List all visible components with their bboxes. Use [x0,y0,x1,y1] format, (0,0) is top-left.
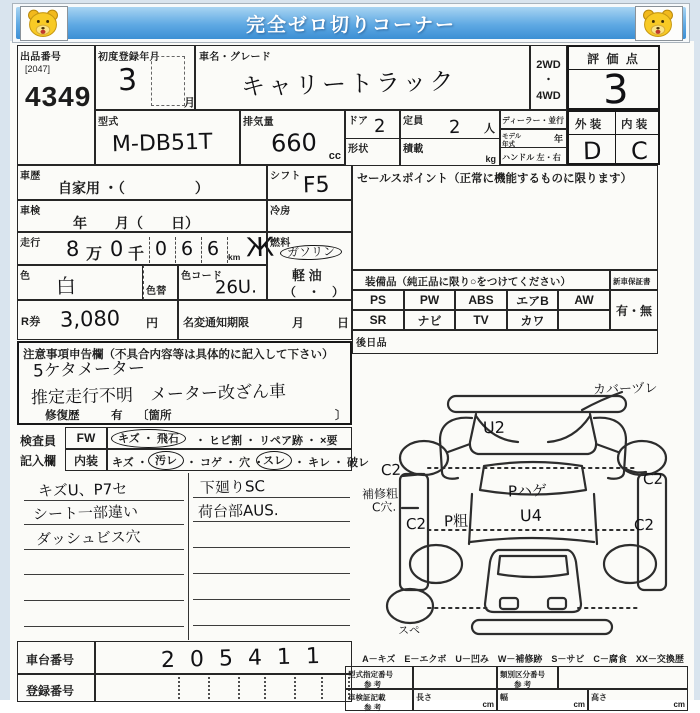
equipment-abs [455,290,507,310]
row2-seg3: ・ キレ ・ 破レ [294,457,370,469]
equipment-ps [352,290,404,310]
lot-code: [2047] [25,64,51,74]
drive-dot: ・ [543,74,554,87]
exterior-label: 外 装 [575,119,602,131]
color-code-label: 色コード [181,271,223,282]
circled-yogore: 汚レ [148,451,184,470]
history-label: 車歴 [20,171,41,182]
diagram-annotation-p-ara: P粗 [443,511,469,531]
interior-value: C [630,136,649,166]
color-change-cell [143,265,178,300]
mileage-label: 走行 [20,238,41,249]
type-cert-value-cell [413,666,497,689]
drive-type-cell [530,45,567,110]
teddy-bear-icon [636,7,680,38]
capacity-unit: 人 [484,123,495,135]
inspector-row1-head [65,427,107,449]
teddy-bear-right [635,6,683,41]
car-name-label: 車名・グレード [199,52,272,63]
cert-label: 車検証記載 [348,693,386,702]
displacement-value: 660 [270,128,318,158]
inspector-row2-items [107,449,370,471]
rename-month: 月 [292,316,305,330]
fuel-paren: （ ・ ） [284,285,345,299]
mileage-unit: km [228,252,241,262]
diagram-annotation-c2-right-top: C2 [642,469,664,489]
repair-location-close: 〕 [335,410,347,422]
shaken-label: 車検 [20,206,41,217]
score-value: 3 [602,66,630,114]
lot-number-cell [17,45,95,165]
notes-divider [188,473,189,640]
car-name-cell [195,45,530,110]
equipment-item: SR [369,313,387,327]
later-items-cell [352,330,658,354]
teddy-bear-left [20,6,68,41]
first-registration-label: 初度登録年月 [98,52,160,63]
load-cell [400,138,500,166]
history-value: 自家用 ・（ ） [58,180,209,196]
mileage-cell [17,232,275,265]
regno-label: 登録番号 [26,684,75,698]
mileage-digit-man: 8 [65,236,80,262]
equipment-pw [404,290,455,310]
drive-4wd: 4WD [536,89,561,102]
fuel-label: 燃料 [270,238,291,249]
height-label: 高さ [591,693,607,702]
equipment-item: ABS [468,293,494,307]
fuel-diesel-label: 軽 油 [292,268,322,283]
teddy-bear-icon [21,7,65,38]
shift-cell [267,165,352,200]
note-right-1: 下廻りSC [199,477,266,497]
damage-code-legend [356,649,690,667]
warranty-label-cell [610,270,658,290]
row1-rest: ・ ヒビ割 ・ リペア跡 ・ ×要 [195,435,338,447]
length-label: 長さ [416,693,432,702]
diagram-annotation-u4: U4 [519,505,543,526]
equipment-navi [404,310,455,330]
notice-line1: 5ケタメーター [32,358,146,382]
first-registration-year: 3 [117,62,138,99]
type-cert-label: 型式指定番号 [348,670,393,679]
repair-history-value: 有 [111,410,123,422]
equipment-header: 装備品（純正品に限り○をつけてください） [365,276,571,288]
mileage-digit-2: 6 [180,237,194,261]
model-year-cell [500,129,567,148]
rticket-label: R券 [21,316,41,328]
note-right-2: 荷台部AUS. [197,500,279,522]
diagram-annotation-c2-left-top: C2 [380,460,402,480]
dealer-label: ディーラー・並行 [502,115,564,125]
height-unit: cm [673,700,685,709]
handle-label: ハンドル 左・右 [502,152,561,162]
banner-gradient [16,7,686,39]
width-label: 幅 [500,693,508,702]
model-year-label-1: モデル [502,132,522,140]
door-label: ドア [348,116,369,127]
model-code-label: 型式 [98,117,119,128]
color-value: 白 [55,273,77,299]
height-cell [588,689,688,711]
color-code-value: 26U. [214,276,258,299]
cert-sub: 参 考 [364,703,382,712]
equipment-item: カワ [520,313,545,328]
equipment-header-cell [352,270,610,290]
shift-value: F5 [302,172,330,199]
month-dashed-box [151,56,185,106]
shape-cell [345,138,400,166]
class-label: 類別区分番号 [500,670,545,679]
equipment-item: ナビ [417,313,442,328]
notice-line2: 推定走行不明 メーター改ざん車 [30,381,287,409]
diagram-annotation-c2-right-bottom: C2 [633,515,655,535]
exterior-value: D [582,136,602,166]
month-suffix: 月 [184,97,195,109]
equipment-item: PS [369,293,386,307]
class-sub: 参 考 [514,680,532,689]
diagram-annotation-c2-left-bottom: C2 [405,514,427,534]
handle-cell [500,147,567,165]
capacity-cell [400,110,500,139]
diagram-annotation-repair-1: 補修粗 [361,486,399,502]
banner [12,3,690,43]
capacity-value: 2 [448,116,461,139]
score-cell [567,45,660,114]
equipment-item: エアB [516,293,549,308]
equipment-kawa [507,310,558,330]
aircon-label: 冷房 [270,206,291,217]
model-year-label-2: 年式 [502,140,515,148]
color-code-cell [178,265,267,300]
fuel-cell [267,232,352,300]
drive-2wd: 2WD [536,59,561,71]
diagram-annotation-cover: カバーヅレ [592,381,658,398]
legend-text: A－キズ E－エクボ U－凹み W－補修跡 S－サビ C－腐食 XX－交換歴 [362,654,684,664]
row2-seg2: ・ コゲ ・ 穴 ・ [186,457,265,469]
width-unit: cm [573,700,585,709]
class-label-cell [497,666,558,689]
displacement-cell [240,110,345,165]
equipment-item: PW [419,293,440,307]
rticket-unit: 円 [146,316,159,330]
diagram-annotation-u2: U2 [482,417,506,438]
rticket-cell [17,300,178,340]
chassis-label-cell [17,641,95,674]
lot-number-label: 出品番号 [20,52,62,63]
load-label: 積載 [403,143,424,155]
shift-label: シフト [270,171,301,182]
interior-row-label: 内装 [73,453,98,468]
diagram-annotation-spare: スペ [397,623,421,638]
aircon-cell [267,200,352,232]
equipment-blank [558,310,610,330]
mileage-digit-3: 6 [206,237,220,261]
circled-kizu-tobiishi: キズ ・ 飛石 [111,429,186,448]
length-cell [413,689,497,711]
displacement-label: 排気量 [243,117,274,128]
chassis-value: 2 0 5 4 1 1 [160,643,325,674]
regno-value-cell [95,674,352,702]
score-label: 評 価 点 [587,51,640,66]
inspector-label-1: 検査員 [20,434,57,448]
equipment-aw [558,290,610,310]
shape-label: 形状 [348,143,369,155]
repair-history-label: 修復歴 [45,410,80,422]
inspector-label-2: 記入欄 [20,454,57,468]
load-unit: kg [485,153,496,164]
color-label: 色 [20,271,31,282]
color-change-label: 色替 [146,286,167,297]
model-code-cell [95,110,240,165]
rticket-value: 3,080 [59,306,121,332]
repair-location-open: 〔箇所 [137,410,172,422]
diagram-annotation-repair-2: C穴. [371,499,397,515]
diagram-annotation-p-hage: Pハゲ [507,481,548,501]
capacity-label: 定員 [403,116,424,127]
rename-day: 日 [337,316,350,330]
shaken-cell [17,200,267,232]
row2-seg1: キズ ・ [112,457,148,469]
rename-deadline-label: 名変通知期限 [183,317,249,329]
first-registration-cell [95,45,195,110]
door-cell [345,110,400,139]
displacement-unit: cc [328,150,341,162]
note-left-2: シート一部違い [32,502,139,524]
sales-point-cell [352,165,658,270]
model-code-value: M-DB51T [111,129,213,158]
type-cert-sub: 参 考 [364,680,382,689]
width-cell [497,689,588,711]
circled-sure: スレ [256,451,292,470]
equipment-item: AW [574,293,594,307]
equipment-tv [455,310,507,330]
length-unit: cm [482,700,494,709]
mileage-digit-sen: 0 [109,236,124,262]
inspector-row2-head [65,449,107,471]
equipment-airbag [507,290,558,310]
note-left-3: ダッシュビス穴 [35,527,141,549]
type-cert-label-cell [345,666,413,689]
color-cell [17,265,143,300]
rename-deadline-cell [178,300,352,340]
door-value: 2 [373,115,386,138]
mileage-uncertain-mark: Ж [245,232,275,264]
class-value-cell [558,666,688,689]
chassis-value-cell [95,641,352,674]
note-left-1: キズU、P7セ [37,479,128,501]
later-items-label: 後日品 [356,338,387,349]
car-name-value: キャリートラック [240,67,457,101]
mileage-digit-1: 0 [154,237,168,261]
equipment-item: TV [473,313,489,327]
banner-title: 完全ゼロ切りコーナー [245,14,456,36]
model-year-unit: 年 [553,133,563,144]
notice-box [17,341,352,425]
sales-point-label: セールスポイント（正常に機能するものに限ります） [357,173,632,185]
equipment-sr [352,310,404,330]
lot-number-value: 4349 [25,81,92,112]
inspector-row1-items [107,427,352,449]
mileage-man-label: 万 [86,246,103,263]
fw-label: FW [76,431,96,445]
warranty-label: 新車保証書 [613,277,651,286]
mileage-sen-label: 千 [128,246,145,263]
fuel-gasoline-circled: ガソリン [280,244,342,261]
history-cell [17,165,267,200]
warranty-value-cell [610,290,658,330]
exterior-interior-cell [567,110,660,165]
dealer-cell [500,110,567,129]
shaken-value: 年 月（ 日） [73,215,199,231]
chassis-label: 車台番号 [26,653,75,667]
regno-label-cell [17,674,95,702]
cert-label-cell [345,689,413,711]
warranty-value: 有・無 [615,303,652,318]
interior-label: 内 装 [621,119,648,131]
notice-header: 注意事項申告欄（不具合内容等は具体的に記入して下さい） [23,349,334,361]
